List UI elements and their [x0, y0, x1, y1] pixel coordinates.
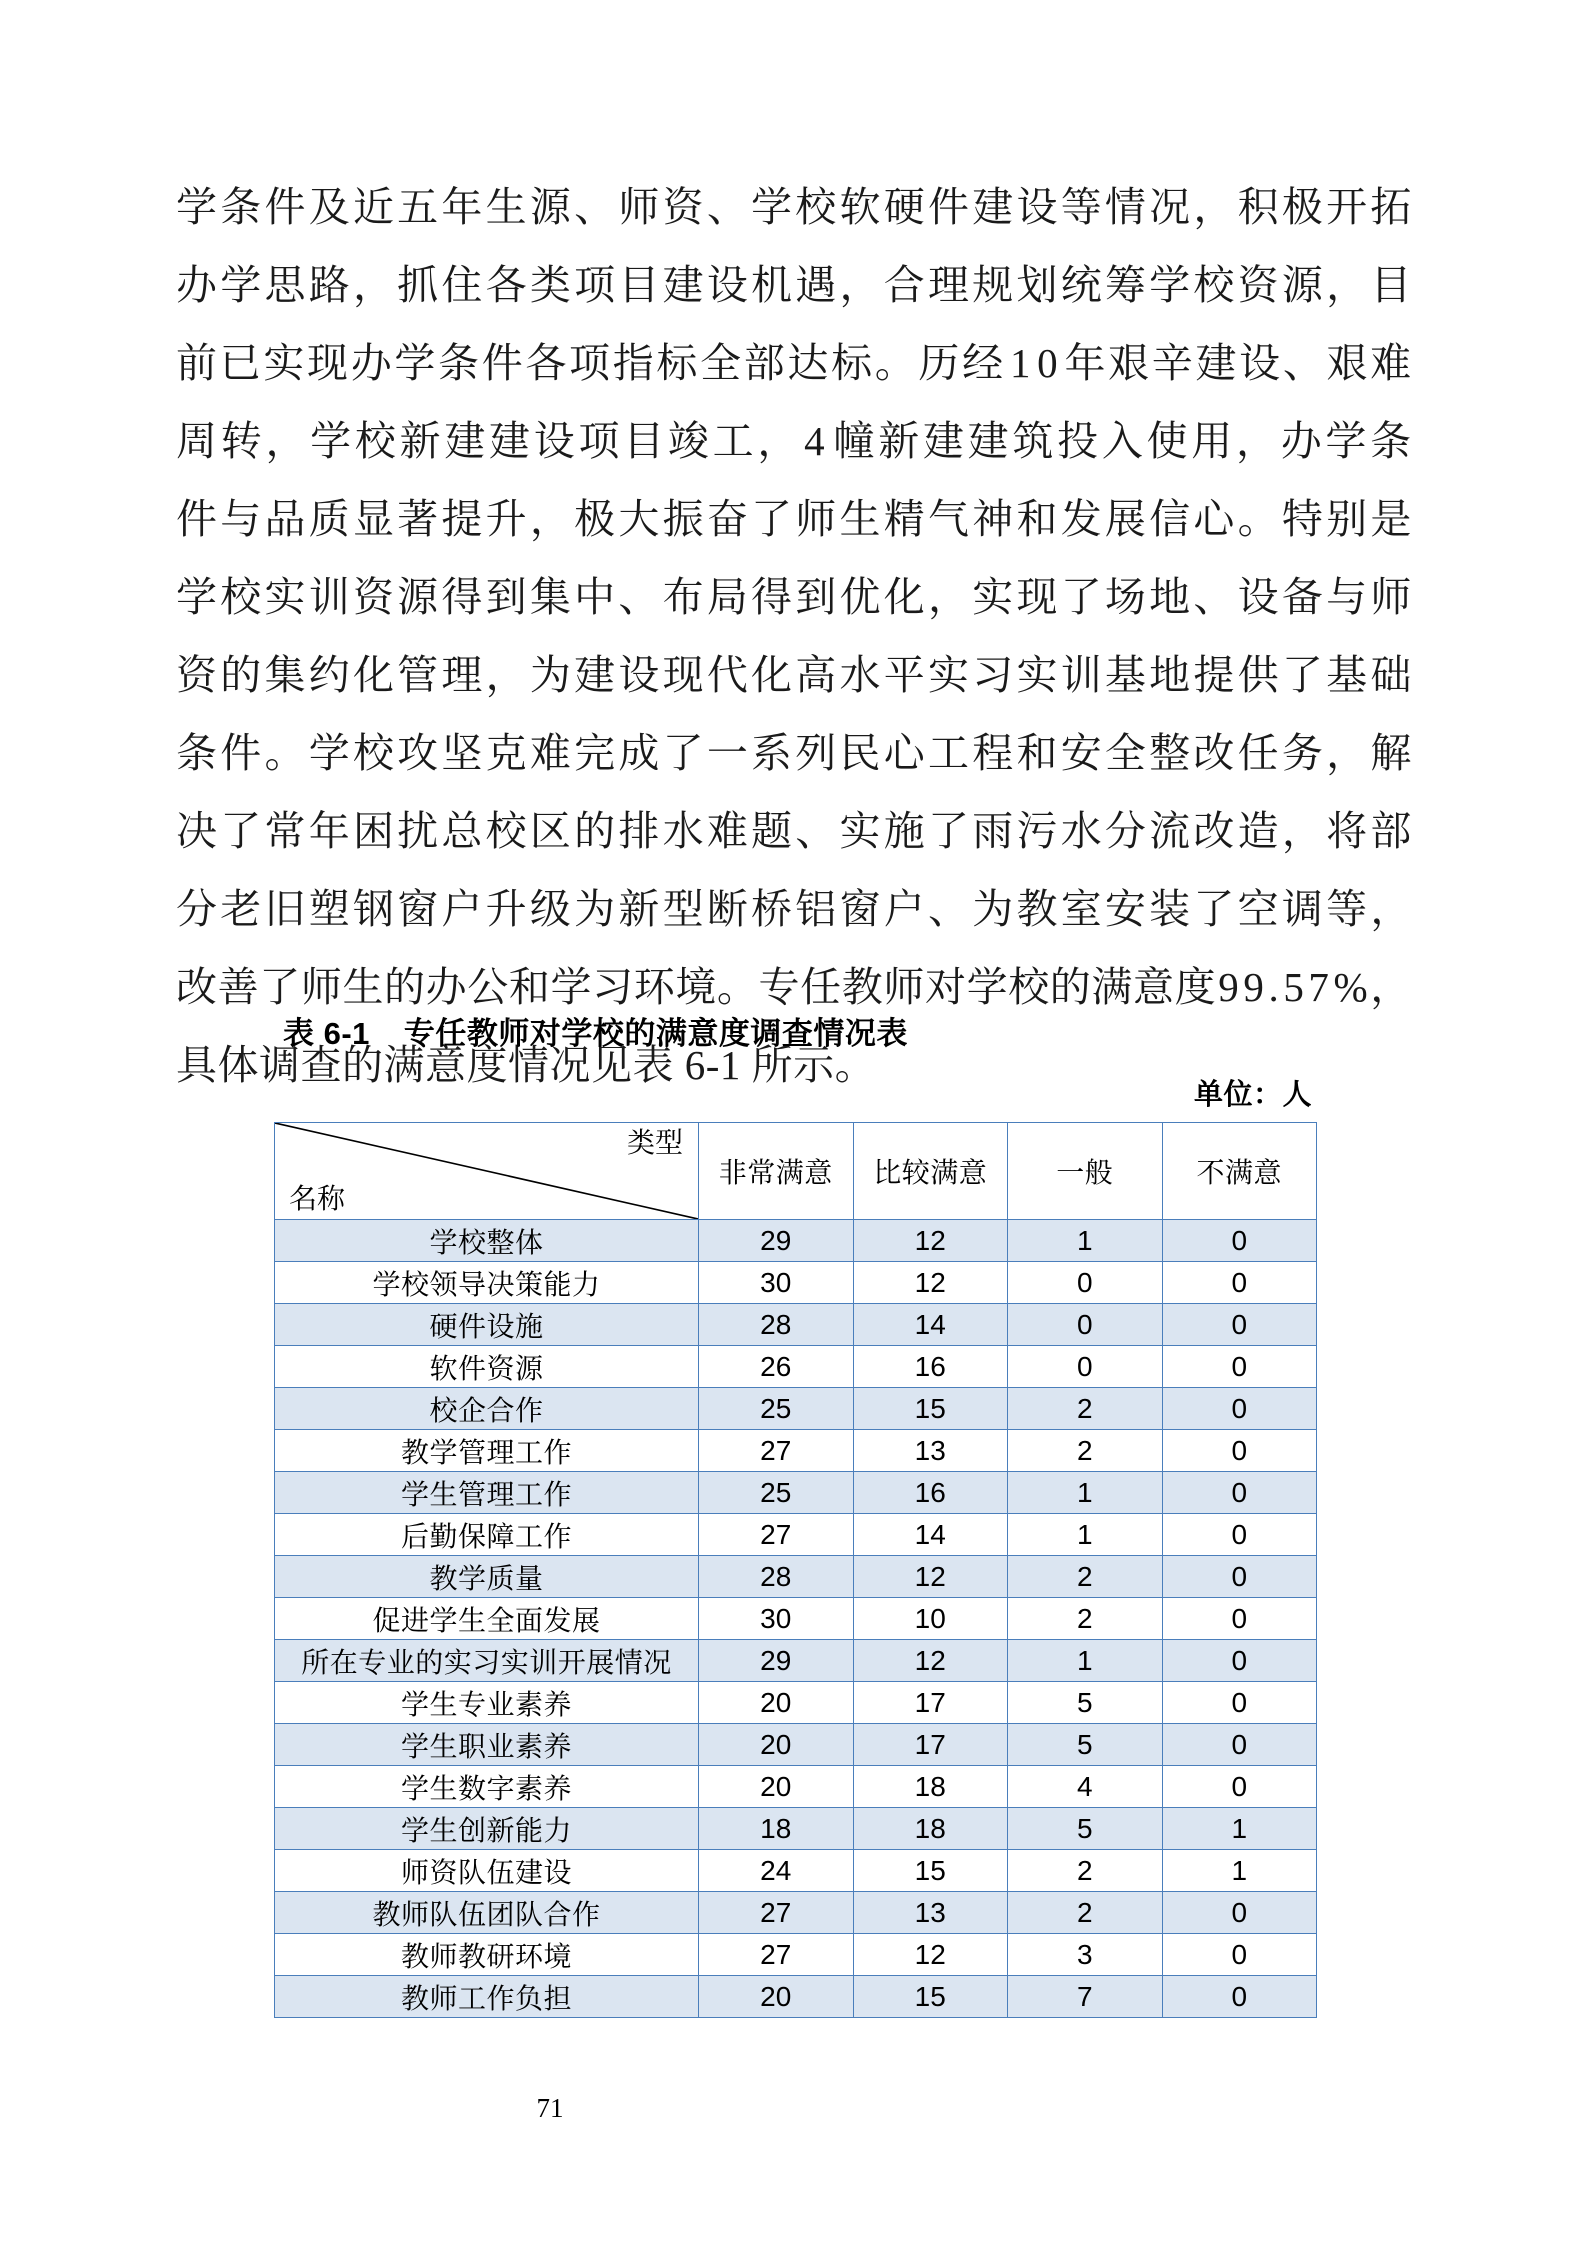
table-row — [275, 1514, 1317, 1556]
table-cell-value-0: 29 — [699, 1220, 854, 1262]
table-row — [275, 1808, 1317, 1850]
table-header-col-1: 比较满意 — [853, 1123, 1008, 1220]
table-row — [275, 1304, 1317, 1346]
body-line: 条 件 。 学 校 攻 坚 克 难 完 成 了 一 系 列 民 心 工 程 和 安 全 整 改 任 务 ， 解 — [176, 730, 1412, 776]
table-cell-value-0: 29 — [699, 1640, 854, 1682]
table-cell-name: 教学管理工作 — [275, 1430, 699, 1472]
table-cell-name: 教师教研环境 — [275, 1934, 699, 1976]
body-line: 学 条 件 及 近 五 年 生 源 、 师 资 、 学 校 软 硬 件 建 设 等 情 况 ， 积 极 开 拓 — [176, 184, 1412, 230]
table-row — [275, 1346, 1317, 1388]
table-cell-value-0: 24 — [699, 1850, 854, 1892]
table-row — [275, 1430, 1317, 1472]
body-paragraph — [176, 168, 1412, 1104]
table-cell-value-1: 14 — [853, 1514, 1008, 1556]
table-row — [275, 1724, 1317, 1766]
table-cell-name: 促进学生全面发展 — [275, 1598, 699, 1640]
table-cell-value-1: 17 — [853, 1682, 1008, 1724]
table-caption-title: 专任教师对学校的满意度调查情况表 — [403, 1016, 908, 1051]
table-cell-value-2: 2 — [1008, 1388, 1163, 1430]
corner-label-name: 名称 — [289, 1183, 346, 1215]
table-cell-value-1: 12 — [853, 1556, 1008, 1598]
table-cell-value-0: 25 — [699, 1388, 854, 1430]
table-cell-name: 师资队伍建设 — [275, 1850, 699, 1892]
table-cell-name: 学校整体 — [275, 1220, 699, 1262]
table-row — [275, 1850, 1317, 1892]
table-row — [275, 1976, 1317, 2018]
body-line: 件 与 品 质 显 著 提 升 ， 极 大 振 奋 了 师 生 精 气 神 和 发 展 信 心 。 特 别 是 — [176, 496, 1412, 542]
table-cell-value-1: 18 — [853, 1808, 1008, 1850]
table-cell-value-0: 20 — [699, 1682, 854, 1724]
table-cell-name: 教学质量 — [275, 1556, 699, 1598]
body-line: 具体调查的满意度情况见表 6-1 所示。 — [176, 1042, 877, 1088]
table-cell-value-2: 0 — [1008, 1262, 1163, 1304]
table-cell-value-3: 0 — [1162, 1220, 1317, 1262]
table-cell-value-1: 15 — [853, 1976, 1008, 2018]
table-cell-name: 学生创新能力 — [275, 1808, 699, 1850]
table-cell-value-3: 0 — [1162, 1766, 1317, 1808]
table-cell-value-2: 0 — [1008, 1304, 1163, 1346]
table-cell-value-3: 0 — [1162, 1514, 1317, 1556]
table-cell-value-1: 13 — [853, 1430, 1008, 1472]
table-cell-value-3: 0 — [1162, 1724, 1317, 1766]
table-row — [275, 1220, 1317, 1262]
satisfaction-table-wrapper — [274, 1122, 1316, 2018]
table-cell-value-0: 30 — [699, 1598, 854, 1640]
table-cell-value-2: 5 — [1008, 1724, 1163, 1766]
table-cell-value-1: 15 — [853, 1388, 1008, 1430]
table-cell-value-1: 17 — [853, 1724, 1008, 1766]
table-cell-value-1: 12 — [853, 1640, 1008, 1682]
table-cell-value-0: 27 — [699, 1514, 854, 1556]
table-cell-value-3: 0 — [1162, 1262, 1317, 1304]
body-line: 改 善 了 师 生 的 办 公 和 学 习 环 境 。 专 任 教 师 对 学 校 的 满 意 度 9 9 . 5 7 % ， — [176, 964, 1412, 1010]
table-cell-name: 学生专业素养 — [275, 1682, 699, 1724]
body-line: 周 转 ， 学 校 新 建 建 设 项 目 竣 工 ， 4 幢 新 建 建 筑 投 入 使 用 ， 办 学 条 — [176, 418, 1412, 464]
table-cell-value-3: 0 — [1162, 1304, 1317, 1346]
table-cell-value-0: 26 — [699, 1346, 854, 1388]
table-cell-name: 后勤保障工作 — [275, 1514, 699, 1556]
table-row — [275, 1892, 1317, 1934]
table-cell-value-2: 4 — [1008, 1766, 1163, 1808]
table-cell-name: 学生职业素养 — [275, 1724, 699, 1766]
table-cell-value-0: 27 — [699, 1934, 854, 1976]
table-cell-name: 学校领导决策能力 — [275, 1262, 699, 1304]
table-cell-name: 教师工作负担 — [275, 1976, 699, 2018]
table-row — [275, 1388, 1317, 1430]
table-cell-value-1: 16 — [853, 1472, 1008, 1514]
table-cell-value-0: 30 — [699, 1262, 854, 1304]
table-cell-name: 软件资源 — [275, 1346, 699, 1388]
table-cell-value-0: 20 — [699, 1766, 854, 1808]
page-number: 71 — [536, 2093, 564, 2123]
table-header-col-0: 非常满意 — [699, 1123, 854, 1220]
body-line: 资 的 集 约 化 管 理 ， 为 建 设 现 代 化 高 水 平 实 习 实 训 基 地 提 供 了 基 础 — [176, 652, 1412, 698]
table-cell-value-2: 1 — [1008, 1472, 1163, 1514]
table-cell-value-3: 0 — [1162, 1598, 1317, 1640]
table-cell-value-3: 1 — [1162, 1850, 1317, 1892]
table-row — [275, 1472, 1317, 1514]
table-cell-value-3: 1 — [1162, 1808, 1317, 1850]
table-corner-cell — [275, 1123, 699, 1220]
table-cell-value-1: 12 — [853, 1220, 1008, 1262]
table-cell-name: 校企合作 — [275, 1388, 699, 1430]
table-header-col-3: 不满意 — [1162, 1123, 1317, 1220]
table-cell-value-1: 12 — [853, 1934, 1008, 1976]
table-cell-value-0: 18 — [699, 1808, 854, 1850]
table-unit-label: 单位：人 — [1193, 1079, 1312, 1111]
table-cell-value-3: 0 — [1162, 1346, 1317, 1388]
table-row — [275, 1598, 1317, 1640]
satisfaction-table — [274, 1122, 1317, 2018]
table-row — [275, 1766, 1317, 1808]
table-cell-name: 教师队伍团队合作 — [275, 1892, 699, 1934]
table-caption-number: 表 6-1 — [283, 1016, 370, 1051]
table-cell-value-3: 0 — [1162, 1976, 1317, 2018]
corner-label-type: 类型 — [626, 1127, 683, 1158]
table-cell-value-3: 0 — [1162, 1388, 1317, 1430]
table-cell-value-3: 0 — [1162, 1682, 1317, 1724]
table-caption — [283, 1008, 908, 1053]
table-cell-value-1: 18 — [853, 1766, 1008, 1808]
table-cell-value-2: 0 — [1008, 1346, 1163, 1388]
table-cell-value-2: 1 — [1008, 1514, 1163, 1556]
table-cell-name: 所在专业的实习实训开展情况 — [275, 1640, 699, 1682]
table-header-row — [275, 1123, 1317, 1220]
table-cell-value-2: 5 — [1008, 1682, 1163, 1724]
table-cell-value-3: 0 — [1162, 1892, 1317, 1934]
table-cell-value-2: 2 — [1008, 1892, 1163, 1934]
table-cell-value-3: 0 — [1162, 1430, 1317, 1472]
table-cell-value-0: 27 — [699, 1430, 854, 1472]
table-cell-value-2: 1 — [1008, 1220, 1163, 1262]
table-cell-value-2: 1 — [1008, 1640, 1163, 1682]
body-line: 分 老 旧 塑 钢 窗 户 升 级 为 新 型 断 桥 铝 窗 户 、 为 教 室 安 装 了 空 调 等 ， — [176, 886, 1412, 932]
table-cell-value-3: 0 — [1162, 1640, 1317, 1682]
table-cell-value-2: 2 — [1008, 1850, 1163, 1892]
table-cell-value-2: 2 — [1008, 1556, 1163, 1598]
table-cell-value-1: 13 — [853, 1892, 1008, 1934]
table-cell-value-1: 10 — [853, 1598, 1008, 1640]
table-cell-name: 学生数字素养 — [275, 1766, 699, 1808]
body-line: 决 了 常 年 困 扰 总 校 区 的 排 水 难 题 、 实 施 了 雨 污 水 分 流 改 造 ， 将 部 — [176, 808, 1412, 854]
body-line: 办 学 思 路 ， 抓 住 各 类 项 目 建 设 机 遇 ， 合 理 规 划 统 筹 学 校 资 源 ， 目 — [176, 262, 1412, 308]
table-cell-value-2: 3 — [1008, 1934, 1163, 1976]
table-row — [275, 1682, 1317, 1724]
table-row — [275, 1556, 1317, 1598]
body-line: 前 已 实 现 办 学 条 件 各 项 指 标 全 部 达 标 。 历 经 1 0 年 艰 辛 建 设 、 艰 难 — [176, 340, 1412, 386]
table-cell-value-0: 28 — [699, 1556, 854, 1598]
table-header-col-2: 一般 — [1008, 1123, 1163, 1220]
table-cell-value-1: 15 — [853, 1850, 1008, 1892]
table-cell-name: 学生管理工作 — [275, 1472, 699, 1514]
table-cell-value-1: 12 — [853, 1262, 1008, 1304]
table-cell-value-3: 0 — [1162, 1934, 1317, 1976]
table-cell-value-2: 7 — [1008, 1976, 1163, 2018]
table-cell-value-2: 5 — [1008, 1808, 1163, 1850]
table-cell-value-3: 0 — [1162, 1556, 1317, 1598]
table-cell-value-2: 2 — [1008, 1430, 1163, 1472]
table-cell-value-0: 27 — [699, 1892, 854, 1934]
table-cell-value-0: 20 — [699, 1976, 854, 2018]
table-cell-value-0: 25 — [699, 1472, 854, 1514]
table-cell-value-0: 20 — [699, 1724, 854, 1766]
table-cell-name: 硬件设施 — [275, 1304, 699, 1346]
table-cell-value-0: 28 — [699, 1304, 854, 1346]
table-row — [275, 1640, 1317, 1682]
table-row — [275, 1262, 1317, 1304]
table-cell-value-1: 16 — [853, 1346, 1008, 1388]
table-cell-value-3: 0 — [1162, 1472, 1317, 1514]
table-cell-value-1: 14 — [853, 1304, 1008, 1346]
table-cell-value-2: 2 — [1008, 1598, 1163, 1640]
body-line: 学 校 实 训 资 源 得 到 集 中 、 布 局 得 到 优 化 ， 实 现 了 场 地 、 设 备 与 师 — [176, 574, 1412, 620]
table-row — [275, 1934, 1317, 1976]
